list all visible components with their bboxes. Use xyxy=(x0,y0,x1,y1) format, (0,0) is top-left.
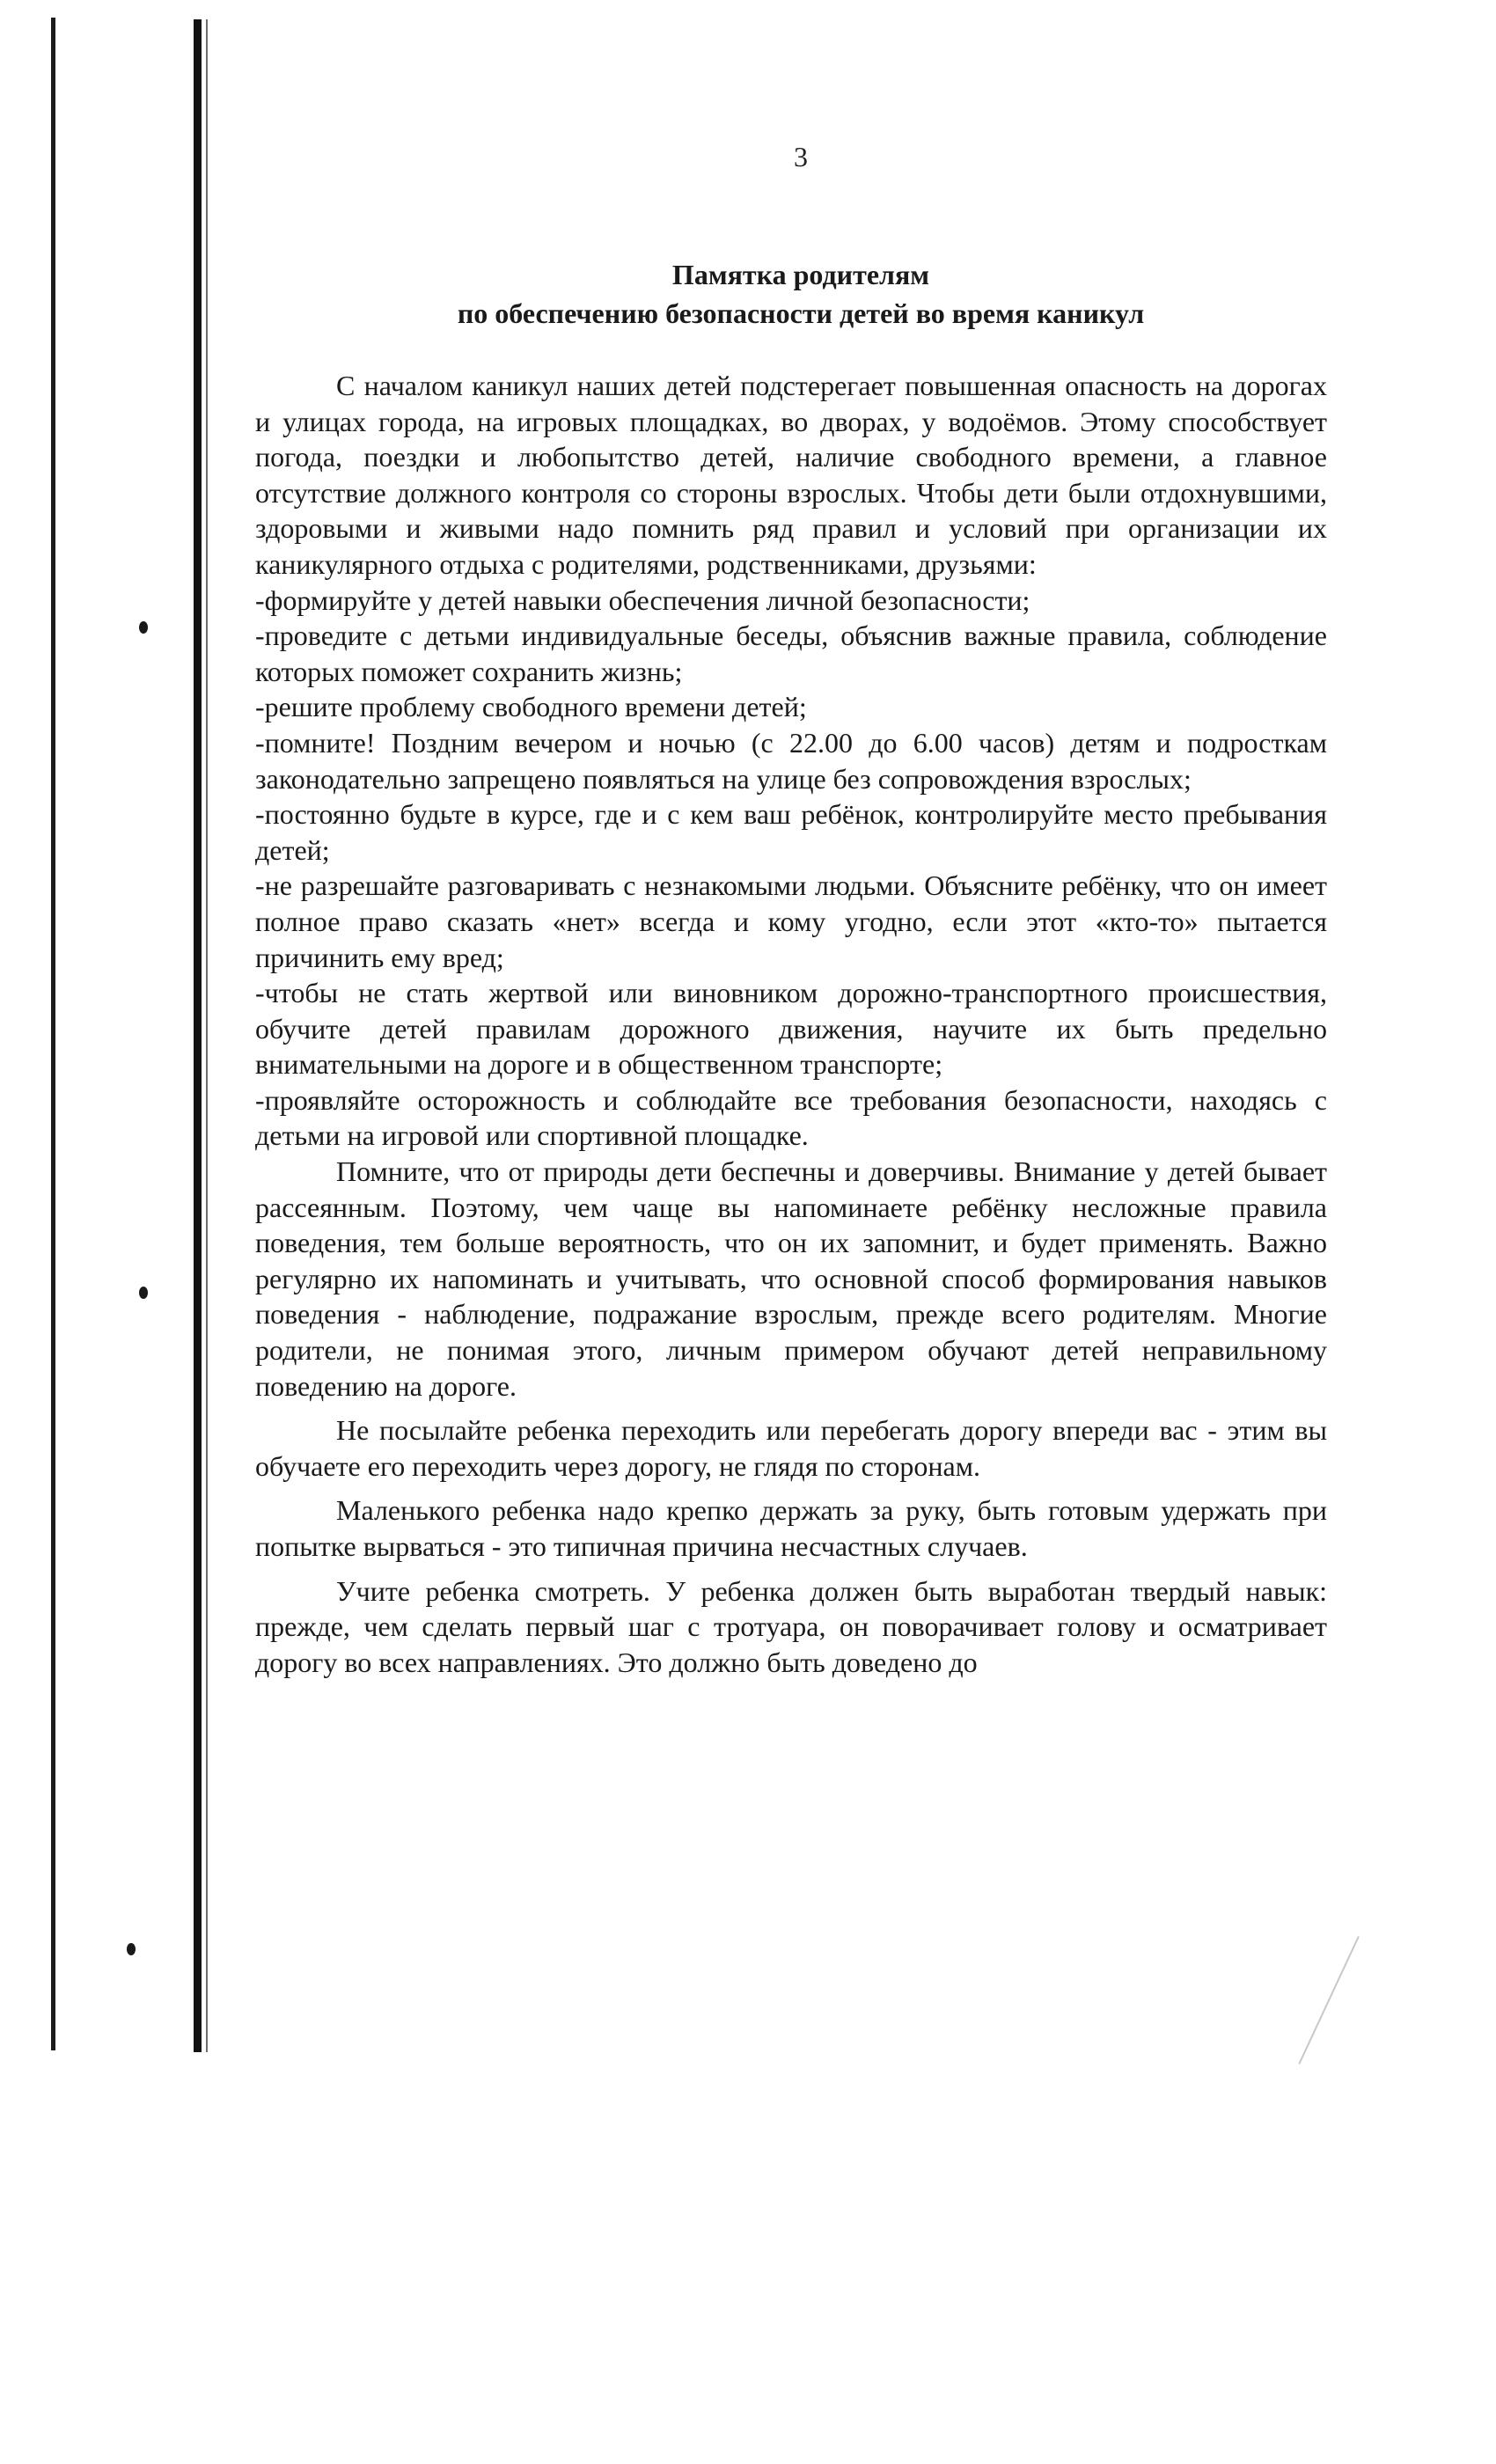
list-item-traffic-rules: -чтобы не стать жертвой или виновником дорожно-транспортного происшествия, обучите детей правилам дорожного движения, научите их быть предельно внимательными на дороге и в общественном транспорте; xyxy=(255,977,1327,1081)
list-item-talks: -проведите с детьми индивидуальные беседы, объяснив важные правила, соблюдение которых поможет сохранить жизнь; xyxy=(255,620,1327,687)
paragraph-crossing: Не посылайте ребенка переходить или перебегать дорогу впереди вас - этим вы обучаете его переходить через дорогу, не глядя по сторонам. xyxy=(255,1414,1327,1482)
intro-paragraph: С началом каникул наших детей подстерегает повышенная опасность на дорогах и улицах города, на игровых площадках, во дворах, у водоёмов. Этому способствует погода, поездки и любопытство детей, наличие свободного времени, а главное отсутствие должного контроля со стороны взрослых. Чтобы дети были отдохнувшими, здоровыми и живыми надо помнить ряд правил и условий при организации их каникулярного отдыха с родителями, родственниками, друзьями: xyxy=(255,370,1327,580)
list-item-free-time: -решите проблему свободного времени детей; xyxy=(255,691,807,723)
punch-hole-mark-top xyxy=(139,621,148,634)
document-title xyxy=(255,255,1346,333)
list-item-whereabouts: -постоянно будьте в курсе, где и с кем ваш ребёнок, контролируйте место пребывания детей; xyxy=(255,798,1327,866)
list-item-playground: -проявляйте осторожность и соблюдайте все требования безопасности, находясь с детьми на игровой или спортивной площадке. xyxy=(255,1083,1327,1152)
title-line-2: по обеспечению безопасности детей во время каникул xyxy=(457,297,1145,329)
paragraph-hold-hand: Маленького ребенка надо крепко держать за руку, быть готовым удержать при попытке вырваться - это типичная причина несчастных случаев. xyxy=(255,1494,1327,1562)
punch-hole-mark-middle xyxy=(139,1287,148,1299)
document-body xyxy=(255,368,1327,1680)
list-item-strangers: -не разрешайте разговаривать с незнакомыми людьми. Объясните ребёнку, что он имеет полное право сказать «нет» всегда и кому угодно, если этот «кто-то» пытается причинить ему вред; xyxy=(255,869,1327,973)
list-item-safety-skills: -формируйте у детей навыки обеспечения личной безопасности; xyxy=(255,583,1030,616)
scan-binding-edge-inner xyxy=(194,19,202,2052)
title-line-1: Памятка родителям xyxy=(671,259,930,290)
paragraph-teach-look: Учите ребенка смотреть. У ребенка должен быть выработан твердый навык: прежде, чем сделать первый шаг с тротуара, он поворачивает голову и осматривает дорогу во всех направлениях. Это должно быть доведено до xyxy=(255,1574,1327,1678)
list-item-curfew: -помните! Поздним вечером и ночью (с 22.00 до 6.00 часов) детям и подросткам законодательно запрещено появляться на улице без сопровождения взрослых; xyxy=(255,726,1327,795)
page-number: 3 xyxy=(794,141,808,172)
scan-binding-edge-outer xyxy=(51,18,55,2050)
punch-hole-mark-bottom xyxy=(127,1943,136,1955)
scan-binding-edge-shadow xyxy=(206,19,208,2052)
paragraph-remember: Помните, что от природы дети беспечны и доверчивы. Внимание у детей бывает рассеянным. Поэтому, чем чаще вы напоминаете ребёнку несложные правила поведения, тем больше вероятность, что он их запомнит, и будет применять. Важно регулярно их напоминать и учитывать, что основной способ формирования навыков поведения - наблюдение, подражание взрослым, прежде всего родителям. Многие родители, не понимая этого, личным примером обучают детей неправильному поведению на дороге. xyxy=(255,1155,1327,1402)
scan-artifact-line xyxy=(1298,1936,1359,2064)
